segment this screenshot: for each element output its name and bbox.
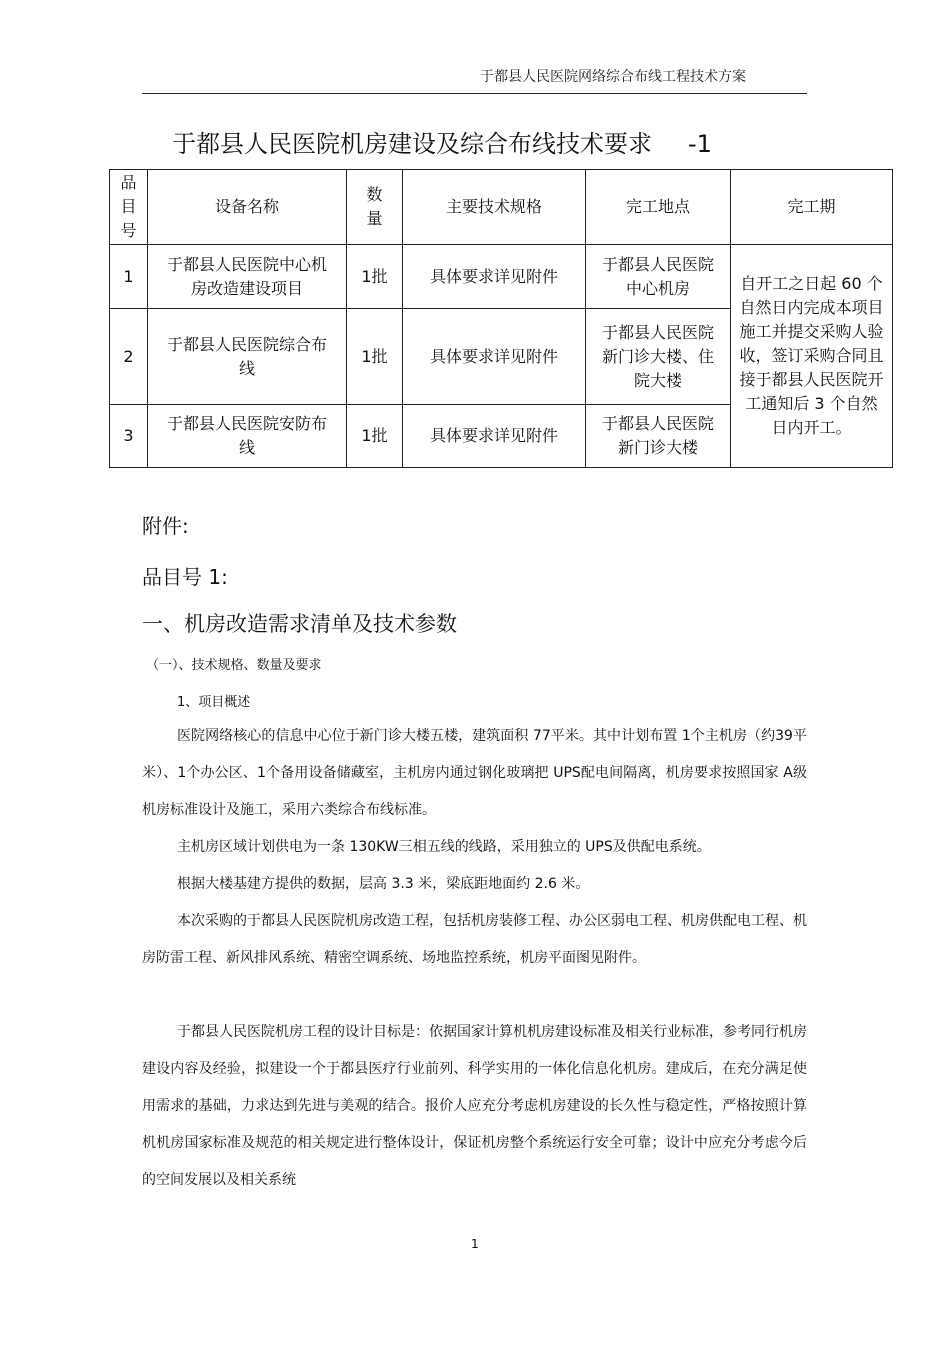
cell-completion-period: 自开工之日起 60 个自然日内完成本项目施工并提交采购人验收，签订采购合同且接于都县人民医院开工通知后 3 个自然日内开工。: [731, 245, 893, 468]
header-site: 完工地点: [586, 170, 731, 245]
cell-device-name: 于都县人民医院中心机房改造建设项目: [148, 245, 347, 309]
page-number: 1: [471, 1237, 479, 1251]
cell-item-no: 1: [110, 245, 148, 309]
cell-item-no: 2: [110, 309, 148, 405]
cell-spec: 具体要求详见附件: [403, 405, 586, 468]
cell-site: 于都县人民医院新门诊大楼: [586, 405, 731, 468]
paragraph-overview: 医院网络核心的信息中心位于新门诊大楼五楼，建筑面积 77平米。其中计划布置 1个主机房（约39平米）、1个办公区、1个备用设备储藏室，主机房内通过钢化玻璃把 UPS配电间隔离，机房要求按照国家 A级机房标准设计及施工，采用六类综合布线标准。: [142, 728, 807, 818]
point-heading: 1、项目概述: [177, 695, 251, 710]
cell-item-no: 3: [110, 405, 148, 468]
paragraph-height: 根据大楼基建方提供的数据，层高 3.3 米，梁底距地面约 2.6 米。: [177, 876, 590, 892]
section-heading: 一、机房改造需求清单及技术参数: [142, 612, 457, 636]
paragraph-goals: 于都县人民医院机房工程的设计目标是：依据国家计算机机房建设标准及相关行业标准，参考同行机房建设内容及经验，拟建设一个于都县医疗行业前列、科学实用的一体化信息化机房。建成后，在充分满足使用需求的基础，力求达到先进与美观的结合。报价人应充分考虑机房建设的长久性与稳定性，严格按照计算机机房国家标准及规范的相关规定进行整体设计，保证机房整个系统运行安全可靠；设计中应充分考虑今后的空间发展以及相关系统: [142, 1024, 807, 1188]
cell-spec: 具体要求详见附件: [403, 309, 586, 405]
item-number-label: 品目号 1:: [142, 565, 228, 589]
page-title: [172, 124, 712, 159]
requirements-table: [109, 169, 893, 468]
cell-spec: 具体要求详见附件: [403, 245, 586, 309]
cell-quantity: 1批: [347, 309, 403, 405]
cell-device-name: 于都县人民医院安防布线: [148, 405, 347, 468]
header-spec: 主要技术规格: [403, 170, 586, 245]
table-row: [110, 245, 893, 309]
title-main: 于都县人民医院机房建设及综合布线技术要求: [172, 130, 652, 158]
header-period: 完工期: [731, 170, 893, 245]
header-quantity: 数量: [347, 170, 403, 245]
header-rule: [142, 93, 807, 94]
subsection-heading: （一）、技术规格、数量及要求: [146, 658, 322, 673]
paragraph-power: 主机房区域计划供电为一条 130KW三相五线的线路，采用独立的 UPS及供配电系统。: [177, 839, 711, 855]
cell-site: 于都县人民医院中心机房: [586, 245, 731, 309]
header-item-no: 品目号: [110, 170, 148, 245]
paragraph-scope: 本次采购的于都县人民医院机房改造工程，包括机房装修工程、办公区弱电工程、机房供配电工程、机房防雷工程、新风排风系统、精密空调系统、场地监控系统，机房平面图见附件。: [142, 913, 807, 966]
running-header: 于都县人民医院网络综合布线工程技术方案: [480, 69, 746, 85]
cell-quantity: 1批: [347, 405, 403, 468]
cell-device-name: 于都县人民医院综合布线: [148, 309, 347, 405]
title-suffix: -1: [688, 130, 712, 158]
header-device-name: 设备名称: [148, 170, 347, 245]
cell-site: 于都县人民医院新门诊大楼、住院大楼: [586, 309, 731, 405]
table-header-row: [110, 170, 893, 245]
attachment-label: 附件:: [142, 514, 189, 538]
cell-quantity: 1批: [347, 245, 403, 309]
